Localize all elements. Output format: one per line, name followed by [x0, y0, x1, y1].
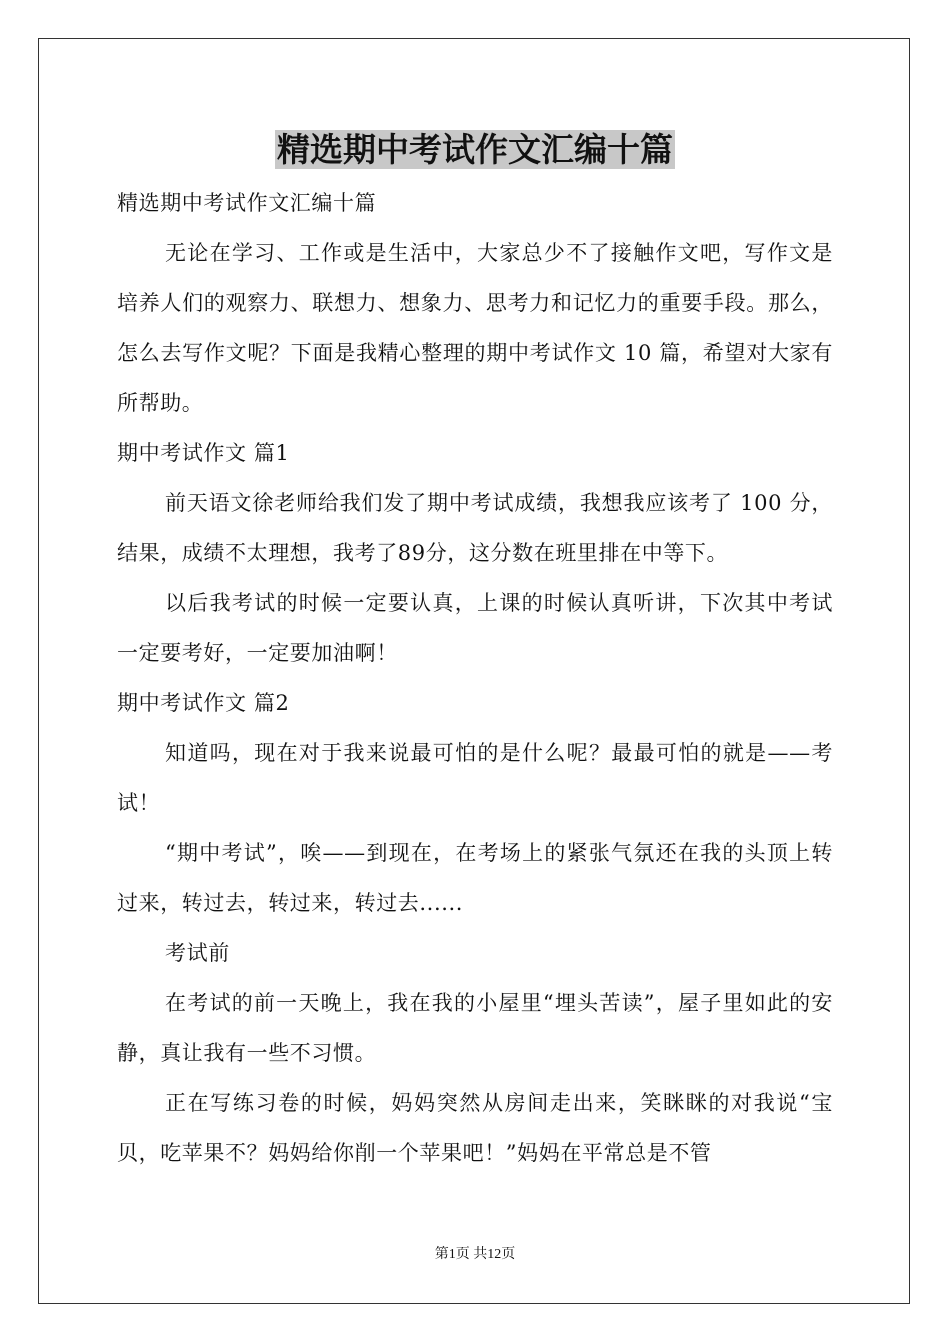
paragraph: 以后我考试的时候一定要认真，上课的时候认真听讲，下次其中考试一定要考好，一定要加油啊！ [117, 591, 833, 665]
paragraph: 在考试的前一天晚上，我在我的小屋里“埋头苦读”，屋子里如此的安静，真让我有一些不习惯。 [117, 991, 833, 1065]
paragraph-subheading: 考试前 [165, 941, 230, 965]
document-title [0, 128, 950, 172]
document-title-text: 精选期中考试作文汇编十篇 [277, 130, 673, 169]
paragraph: 正在写练习卷的时候，妈妈突然从房间走出来，笑眯眯的对我说“宝贝，吃苹果不？妈妈给你削一个苹果吧！”妈妈在平常总是不管 [117, 1091, 833, 1165]
paragraph: 前天语文徐老师给我们发了期中考试成绩，我想我应该考了 100 分，结果，成绩不太理想，我考了89分，这分数在班里排在中等下。 [117, 491, 833, 565]
page-number-footer: 第1页 共12页 [434, 1247, 516, 1262]
section-heading-2: 期中考试作文 篇2 [117, 691, 290, 715]
document-body [117, 178, 833, 1178]
section-heading-1: 期中考试作文 篇1 [117, 441, 290, 465]
paragraph-intro: 无论在学习、工作或是生活中，大家总少不了接触作文吧，写作文是培养人们的观察力、联想力、想象力、思考力和记忆力的重要手段。那么，怎么去写作文呢？下面是我精心整理的期中考试作文 10 篇，希望对大家有所帮助。 [117, 241, 833, 415]
paragraph: 知道吗，现在对于我来说最可怕的是什么呢？最最可怕的就是——考试！ [117, 741, 833, 815]
paragraph: “期中考试”，唉——到现在，在考场上的紧张气氛还在我的头顶上转过来，转过去，转过来，转过去...... [117, 841, 833, 915]
paragraph-subtitle: 精选期中考试作文汇编十篇 [117, 191, 377, 215]
